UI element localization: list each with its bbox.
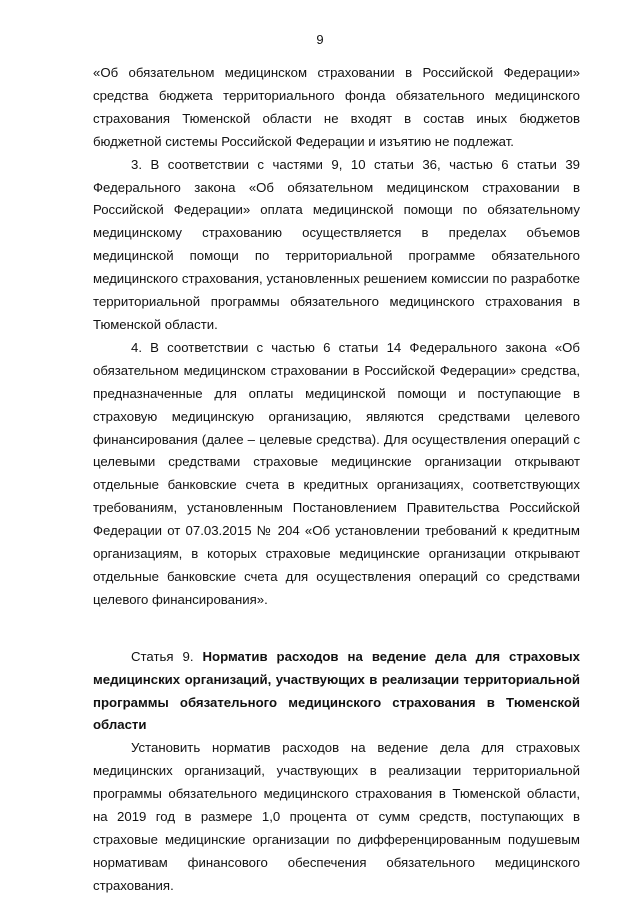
document-body bbox=[93, 62, 580, 898]
article-9-title: Норматив расходов на ведение дела для страховых медицинских организаций, участвующих в реализации территориальной программы обязательного медицинского страхования в Тюменской области bbox=[93, 648, 580, 733]
article-9-label: Статья 9. bbox=[131, 648, 203, 664]
article-9-body: Установить норматив расходов на ведение дела для страховых медицинских организаций, участвующих в реализации территориальной программы обязательного медицинского страхования в Тюменской области, на 2019 год в размере 1,0 процента от сумм средств, поступающих в страховые медицинские организации по дифференцированным подушевым нормативам финансового обеспечения обязательного медицинского страхования. bbox=[93, 740, 580, 893]
paragraph-continuation: «Об обязательном медицинском страховании в Российской Федерации» средства бюджета территориального фонда обязательного медицинского страхования Тюменской области не входят в состав иных бюджетов бюджетной системы Российской Федерации и изъятию не подлежат. bbox=[93, 65, 580, 149]
paragraph-3: 3. В соответствии с частями 9, 10 статьи 36, частью 6 статьи 39 Федерального закона «Об обязательном медицинском страховании в Российской Федерации» оплата медицинской помощи по обязательному медицинскому страхованию осуществляется в пределах объемов медицинской помощи по территориальной программе обязательного медицинского страхования, установленных решением комиссии по разработке территориальной программы обязательного медицинского страхования в Тюменской области. bbox=[93, 156, 580, 332]
page-number: 9 bbox=[316, 32, 324, 47]
article-9-heading bbox=[93, 646, 580, 738]
paragraph-4: 4. В соответствии с частью 6 статьи 14 Федерального закона «Об обязательном медицинском страховании в Российской Федерации» средства, предназначенные для оплаты медицинской помощи и поступающие в страховую медицинскую организацию, являются средствами целевого финансирования (далее – целевые средства). Для осуществления операций с целевыми средствами страховые медицинские организации открывают отдельные банковские счета в кредитных организациях, соответствующих требованиям, установленным Постановлением Правительства Российской Федерации от 07.03.2015 № 204 «Об установлении требований к кредитным организациям, в которых страховые медицинские организации открывают отдельные банковские счета для осуществления операций со средствами целевого финансирования». bbox=[93, 339, 580, 607]
